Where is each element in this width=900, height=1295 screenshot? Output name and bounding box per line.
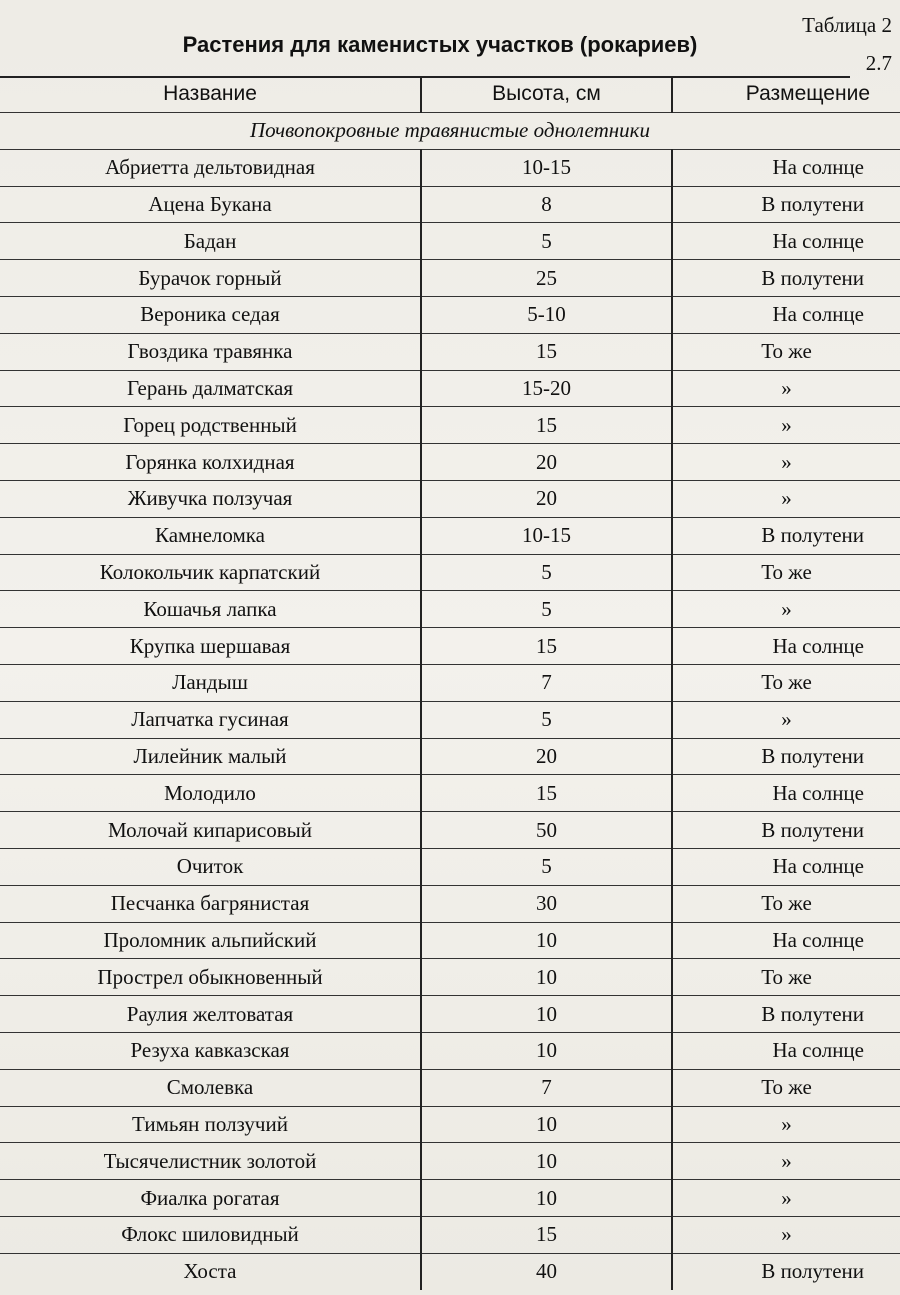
- plant-name-cell: Ацена Букана: [0, 186, 421, 223]
- plant-height-cell: 15: [421, 333, 672, 370]
- plant-height-cell: 30: [421, 885, 672, 922]
- plant-name-cell: Лилейник малый: [0, 738, 421, 775]
- plant-height-cell: 20: [421, 444, 672, 481]
- plant-height-cell: 5: [421, 223, 672, 260]
- plant-name-cell: Молодило: [0, 775, 421, 812]
- table-row: [0, 1106, 900, 1143]
- plant-name-cell: Фиалка рогатая: [0, 1180, 421, 1217]
- plant-placement-cell: На солнце: [672, 775, 900, 812]
- plant-placement-cell: В полутени: [672, 738, 900, 775]
- header-placement: Размещение: [672, 76, 900, 113]
- plant-name-cell: Прострел обыкновенный: [0, 959, 421, 996]
- plant-name-cell: Тимьян ползучий: [0, 1106, 421, 1143]
- plant-placement-cell: В полутени: [672, 260, 900, 297]
- plant-placement-cell: На солнце: [672, 223, 900, 260]
- table-row: [0, 333, 900, 370]
- section-row: [0, 113, 900, 150]
- plant-height-cell: 5: [421, 554, 672, 591]
- plant-height-cell: 15: [421, 775, 672, 812]
- plant-name-cell: Гвоздика травянка: [0, 333, 421, 370]
- plant-placement-cell: »: [672, 701, 900, 738]
- table-row: [0, 296, 900, 333]
- table-row: [0, 664, 900, 701]
- header-height: Высота, см: [421, 76, 672, 113]
- plant-height-cell: 15: [421, 628, 672, 665]
- plant-name-cell: Резуха кавказская: [0, 1032, 421, 1069]
- plant-placement-cell: »: [672, 1180, 900, 1217]
- plant-placement-cell: На солнце: [672, 1032, 900, 1069]
- plant-name-cell: Кошачья лапка: [0, 591, 421, 628]
- plant-height-cell: 50: [421, 812, 672, 849]
- plant-name-cell: Ландыш: [0, 664, 421, 701]
- table-row: [0, 149, 900, 186]
- table-row: [0, 1216, 900, 1253]
- plant-name-cell: Молочай кипарисовый: [0, 812, 421, 849]
- plant-name-cell: Хоста: [0, 1253, 421, 1289]
- plant-height-cell: 7: [421, 664, 672, 701]
- table-caption: Растения для каменистых участков (рокариев): [182, 32, 698, 57]
- table-row: [0, 996, 900, 1033]
- plant-placement-cell: »: [672, 1216, 900, 1253]
- plant-height-cell: 5-10: [421, 296, 672, 333]
- plant-name-cell: Горянка колхидная: [0, 444, 421, 481]
- plant-placement-cell: »: [672, 444, 900, 481]
- plant-name-cell: Камнеломка: [0, 517, 421, 554]
- plant-height-cell: 25: [421, 260, 672, 297]
- plant-placement-cell: На солнце: [672, 628, 900, 665]
- plant-placement-cell: На солнце: [672, 149, 900, 186]
- plant-name-cell: Песчанка багрянистая: [0, 885, 421, 922]
- plant-name-cell: Флокс шиловидный: [0, 1216, 421, 1253]
- plant-placement-cell: На солнце: [672, 296, 900, 333]
- table-row: [0, 701, 900, 738]
- table-row: [0, 1032, 900, 1069]
- plant-name-cell: Бадан: [0, 223, 421, 260]
- table-row: [0, 738, 900, 775]
- plant-placement-cell: То же: [672, 554, 900, 591]
- plant-placement-cell: »: [672, 591, 900, 628]
- table-row: [0, 407, 900, 444]
- plant-height-cell: 10-15: [421, 149, 672, 186]
- plant-name-cell: Раулия желтоватая: [0, 996, 421, 1033]
- plant-placement-cell: То же: [672, 959, 900, 996]
- plant-height-cell: 10-15: [421, 517, 672, 554]
- plant-placement-cell: В полутени: [672, 186, 900, 223]
- table-row: [0, 885, 900, 922]
- table-row: [0, 480, 900, 517]
- plant-name-cell: Колокольчик карпатский: [0, 554, 421, 591]
- table-body: [0, 113, 900, 1290]
- table-row: [0, 812, 900, 849]
- table-row: [0, 223, 900, 260]
- plant-name-cell: Смолевка: [0, 1069, 421, 1106]
- table-row: [0, 517, 900, 554]
- plant-placement-cell: »: [672, 407, 900, 444]
- plant-placement-cell: В полутени: [672, 996, 900, 1033]
- plants-table: [0, 76, 900, 1290]
- table-row: [0, 628, 900, 665]
- plant-name-cell: Тысячелистник золотой: [0, 1143, 421, 1180]
- plant-name-cell: Живучка ползучая: [0, 480, 421, 517]
- plant-name-cell: Очиток: [0, 848, 421, 885]
- plant-height-cell: 5: [421, 591, 672, 628]
- table-label-number: 2.7: [865, 51, 892, 75]
- plant-placement-cell: То же: [672, 664, 900, 701]
- plant-height-cell: 10: [421, 1180, 672, 1217]
- plant-height-cell: 10: [421, 922, 672, 959]
- plant-name-cell: Бурачок горный: [0, 260, 421, 297]
- plant-name-cell: Горец родственный: [0, 407, 421, 444]
- plant-placement-cell: »: [672, 1143, 900, 1180]
- header-row: [0, 76, 900, 113]
- table-row: [0, 1143, 900, 1180]
- table-row: [0, 959, 900, 996]
- plant-height-cell: 5: [421, 701, 672, 738]
- plant-height-cell: 20: [421, 480, 672, 517]
- section-title: Почвопокровные травянистые однолетники: [0, 113, 900, 150]
- table-row: [0, 1069, 900, 1106]
- plant-height-cell: 10: [421, 1032, 672, 1069]
- table-row: [0, 260, 900, 297]
- table-row: [0, 370, 900, 407]
- table-row: [0, 1253, 900, 1289]
- plant-height-cell: 10: [421, 959, 672, 996]
- plant-height-cell: 5: [421, 848, 672, 885]
- plant-height-cell: 40: [421, 1253, 672, 1289]
- plant-name-cell: Лапчатка гусиная: [0, 701, 421, 738]
- plant-name-cell: Крупка шершавая: [0, 628, 421, 665]
- plant-height-cell: 10: [421, 996, 672, 1033]
- plant-name-cell: Герань далматская: [0, 370, 421, 407]
- plant-placement-cell: В полутени: [761, 1259, 864, 1284]
- plant-height-cell: 10: [421, 1143, 672, 1180]
- plant-height-cell: 20: [421, 738, 672, 775]
- plant-height-cell: 15: [421, 1216, 672, 1253]
- plant-placement-cell: »: [672, 1106, 900, 1143]
- plant-placement-cell: На солнце: [672, 922, 900, 959]
- header-name: Название: [0, 76, 421, 113]
- plant-name-cell: Проломник альпийский: [0, 922, 421, 959]
- plant-placement-cell: »: [672, 480, 900, 517]
- plant-placement-cell: То же: [672, 1069, 900, 1106]
- plant-placement-cell: На солнце: [672, 848, 900, 885]
- plant-height-cell: 15-20: [421, 370, 672, 407]
- plant-height-cell: 15: [421, 407, 672, 444]
- table-row: [0, 1180, 900, 1217]
- plant-placement-cell: »: [672, 370, 900, 407]
- table-row: [0, 554, 900, 591]
- table-row: [0, 775, 900, 812]
- plant-placement-cell: В полутени: [672, 812, 900, 849]
- plant-placement-cell: То же: [672, 885, 900, 922]
- plant-height-cell: 10: [421, 1106, 672, 1143]
- plant-name-cell: Вероника седая: [0, 296, 421, 333]
- table-row: [0, 922, 900, 959]
- plant-height-cell: 8: [421, 186, 672, 223]
- plant-name-cell: Абриетта дельтовидная: [0, 149, 421, 186]
- plant-placement-cell: То же: [672, 333, 900, 370]
- table-row: [0, 848, 900, 885]
- table-row: [0, 186, 900, 223]
- plant-placement-cell: В полутени: [672, 517, 900, 554]
- table-row: [0, 591, 900, 628]
- table-label-word: Таблица 2: [802, 13, 892, 37]
- plant-height-cell: 7: [421, 1069, 672, 1106]
- table-row: [0, 444, 900, 481]
